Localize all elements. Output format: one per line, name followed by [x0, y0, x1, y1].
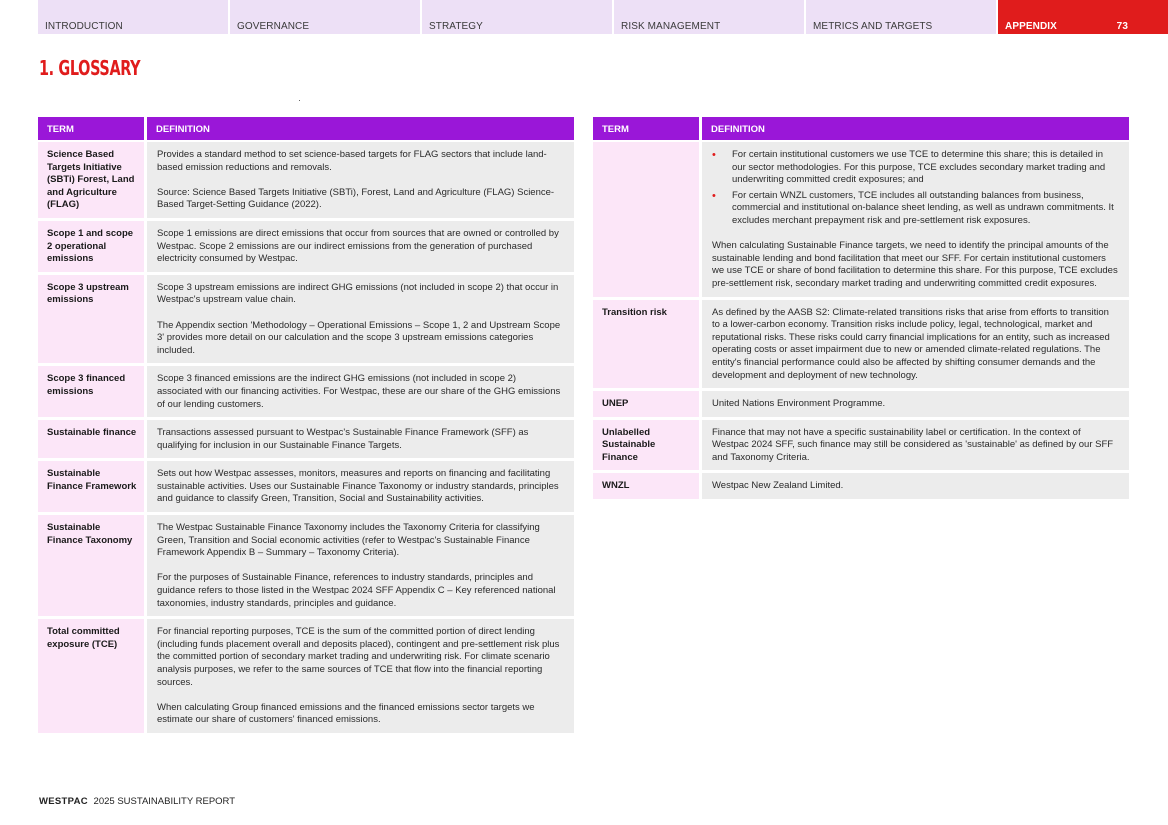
definition-text: Scope 1 emissions are direct emissions that occur from sources that are owned or controlled by Westpac. Scope 2 emissions are our indirect emissions from the generation of purchased electricity consumed by Westpac.: [157, 227, 559, 265]
definition-text: The Appendix section 'Methodology – Operational Emissions – Scope 1, 2 and Upstream Scope 3' provides more detail on our calculation and the scope 3 upstream emissions categories included.: [157, 319, 561, 356]
definition-cell: [702, 473, 1129, 502]
glossary-table-right: [593, 117, 1129, 502]
definition-cell: [702, 391, 1129, 420]
definition-text: Scope 3 financed emissions are the indirect GHG emissions (not included in scope 2) associated with our financing activities. For Westpac, these are our share of the GHG emissions of our lending customers.: [157, 373, 561, 410]
definition-text: For financial reporting purposes, TCE is the sum of the committed portion of direct lending (including funds placement overall and deposits placed), contingent and pre-settlement risk plus the committed portion of secondary market trading and underwriting risk. For climate scenario analysis purposes, we refer to the same sources of TCE that flow into the financial reporting sources.: [157, 626, 560, 688]
definition-cell: [147, 461, 574, 515]
definition-text: Finance that may not have a specific sustainability label or certification. In the context of Westpac 2024 SFF, such finance may still be considered as 'sustainable' as defined by our SFF and Taxonomy Criteria.: [712, 426, 1114, 463]
tab-risk-management[interactable]: [614, 0, 804, 34]
tab-label: GOVERNANCE: [237, 21, 310, 32]
tab-label: INTRODUCTION: [45, 21, 123, 32]
table-header-row: [593, 117, 1129, 142]
definition-cell: [702, 142, 1129, 300]
definition-cell: [702, 300, 1129, 392]
table-row: [38, 515, 574, 619]
definition-column-header: DEFINITION: [702, 117, 1129, 142]
term-cell: Total committed exposure (TCE): [38, 619, 147, 736]
tab-label: STRATEGY: [429, 21, 483, 32]
term-cell: UNEP: [593, 391, 702, 420]
tab-label: APPENDIX: [1005, 21, 1057, 32]
tab-governance[interactable]: [230, 0, 420, 34]
table-row: [38, 142, 574, 221]
table-row: [38, 366, 574, 420]
term-cell: Transition risk: [593, 300, 702, 392]
table-row: [593, 300, 1129, 392]
definition-cell: [702, 420, 1129, 474]
definition-text: When calculating Group financed emissions and the financed emissions sector targets we estimate our share of customers' financed emissions.: [157, 701, 535, 726]
definition-text: Scope 3 upstream emissions are indirect GHG emissions (not included in scope 2) that occur in Westpac's upstream value chain.: [157, 281, 559, 306]
term-cell: Sustainable Finance Framework: [38, 461, 147, 515]
definition-cell: [147, 275, 574, 367]
tab-label: METRICS AND TARGETS: [813, 21, 933, 32]
definition-text: As defined by the AASB S2: Climate-related transitions risks that arise from efforts to transition to a lower-carbon economy. Transition risks include policy, legal, technological, market and reputational risks. These risks could carry financial implications for an entity, such as increased operating costs or asset impairment due to new or amended climate-related regulations. The entity's financial performance could also be affected by shifting consumer demands and the development and deployment of new technology.: [712, 306, 1110, 381]
definition-cell: [147, 420, 574, 461]
tab-label: RISK MANAGEMENT: [621, 21, 721, 32]
term-cell: Scope 3 financed emissions: [38, 366, 147, 420]
glossary-table-left: [38, 117, 574, 736]
term-cell: Unlabelled Sustainable Finance: [593, 420, 702, 474]
table-row: [38, 619, 574, 736]
term-cell: Scope 1 and scope 2 operational emissions: [38, 221, 147, 275]
definition-cell: [147, 142, 574, 221]
definition-text: For the purposes of Sustainable Finance, references to industry standards, principles and guidance refers to those listed in the Westpac 2024 SFF Appendix C – Key referenced national taxonomies, industry standards, principles and guidance.: [157, 572, 556, 609]
table-row: [38, 221, 574, 275]
definition-text: When calculating Sustainable Finance targets, we need to identify the principal amounts of the sustainable lending and bond facilitation that meet our SFF. For certain institutional customers we use TCE or share of bond facilitation to determine this share. For this purpose, TCE excludes pre-settlement risk, secondary market trading and underwriting committed credit exposures.: [712, 240, 1118, 289]
list-item: • For certain institutional customers we use TCE to determine this share; this is detailed in our sector methodologies. For this purpose, TCE excludes secondary market trading and underwriting committed credit exposures; and: [712, 149, 1119, 187]
term-cell: Scope 3 upstream emissions: [38, 275, 147, 367]
term-cell: [593, 142, 702, 300]
term-cell: WNZL: [593, 473, 702, 502]
definition-text: United Nations Environment Programme.: [712, 398, 886, 410]
definition-cell: [147, 221, 574, 275]
term-column-header: TERM: [593, 117, 702, 142]
table-row: [593, 142, 1129, 300]
footer-report-title: 2025 SUSTAINABILITY REPORT: [93, 796, 236, 807]
footer: [39, 796, 235, 807]
definition-cell: [147, 366, 574, 420]
term-cell: Sustainable finance: [38, 420, 147, 461]
list-item: • For certain WNZL customers, TCE includes all outstanding balances from business, commercial and institutional on-balance sheet lending, as well as undrawn commitments. It excludes merchant prepayment risk and pre-settlement risk exposures.: [712, 190, 1119, 228]
top-nav: [38, 0, 1168, 34]
definition-column-header: DEFINITION: [147, 117, 574, 142]
footer-brand: WESTPAC: [39, 796, 88, 807]
definition-text: Sets out how Westpac assesses, monitors, measures and reports on financing and facilitating sustainable activities. Uses our Sustainable Finance Taxonomy or industry standards, principles and guidance to classify Green, Transition, Social and Sustainability activities.: [157, 468, 559, 505]
table-row: [38, 461, 574, 515]
definition-text: Source: Science Based Targets Initiative (SBTi), Forest, Land and Agriculture (FLAG) Science-Based Target-Setting Guidance (2022).: [157, 186, 555, 211]
page-title: 1. GLOSSARY: [39, 56, 141, 80]
definition-cell: [147, 515, 574, 619]
table-row: [593, 420, 1129, 474]
tab-strategy[interactable]: [422, 0, 612, 34]
tab-introduction[interactable]: [38, 0, 228, 34]
term-cell: Sustainable Finance Taxonomy: [38, 515, 147, 619]
definition-text: The Westpac Sustainable Finance Taxonomy includes the Taxonomy Criteria for classifying Green, Transition and Social economic activities (refer to Westpac's Sustainable Finance Framework Appendix B – Summary – Taxonomy Criteria).: [157, 522, 540, 559]
definition-text: Transactions assessed pursuant to Westpac's Sustainable Finance Framework (SFF) as qualifying for inclusion in our Sustainable Finance Targets.: [157, 427, 529, 451]
table-row: [38, 420, 574, 461]
table-row: [593, 473, 1129, 502]
definition-text: Westpac New Zealand Limited.: [712, 480, 844, 492]
term-cell: Science Based Targets Initiative (SBTi) Forest, Land and Agriculture (FLAG): [38, 142, 147, 221]
definition-text: Provides a standard method to set science-based targets for FLAG sectors that include land-based emission reductions and removals.: [157, 149, 547, 173]
table-row: [38, 275, 574, 367]
definition-cell: [147, 619, 574, 736]
table-row: [593, 391, 1129, 420]
tab-appendix[interactable]: [998, 0, 1168, 34]
page-number: 73: [1116, 21, 1128, 32]
tab-metrics-and-targets[interactable]: [806, 0, 996, 34]
stray-mark: [299, 100, 300, 101]
term-column-header: TERM: [38, 117, 147, 142]
table-header-row: [38, 117, 574, 142]
bullet-list: [712, 149, 1119, 228]
